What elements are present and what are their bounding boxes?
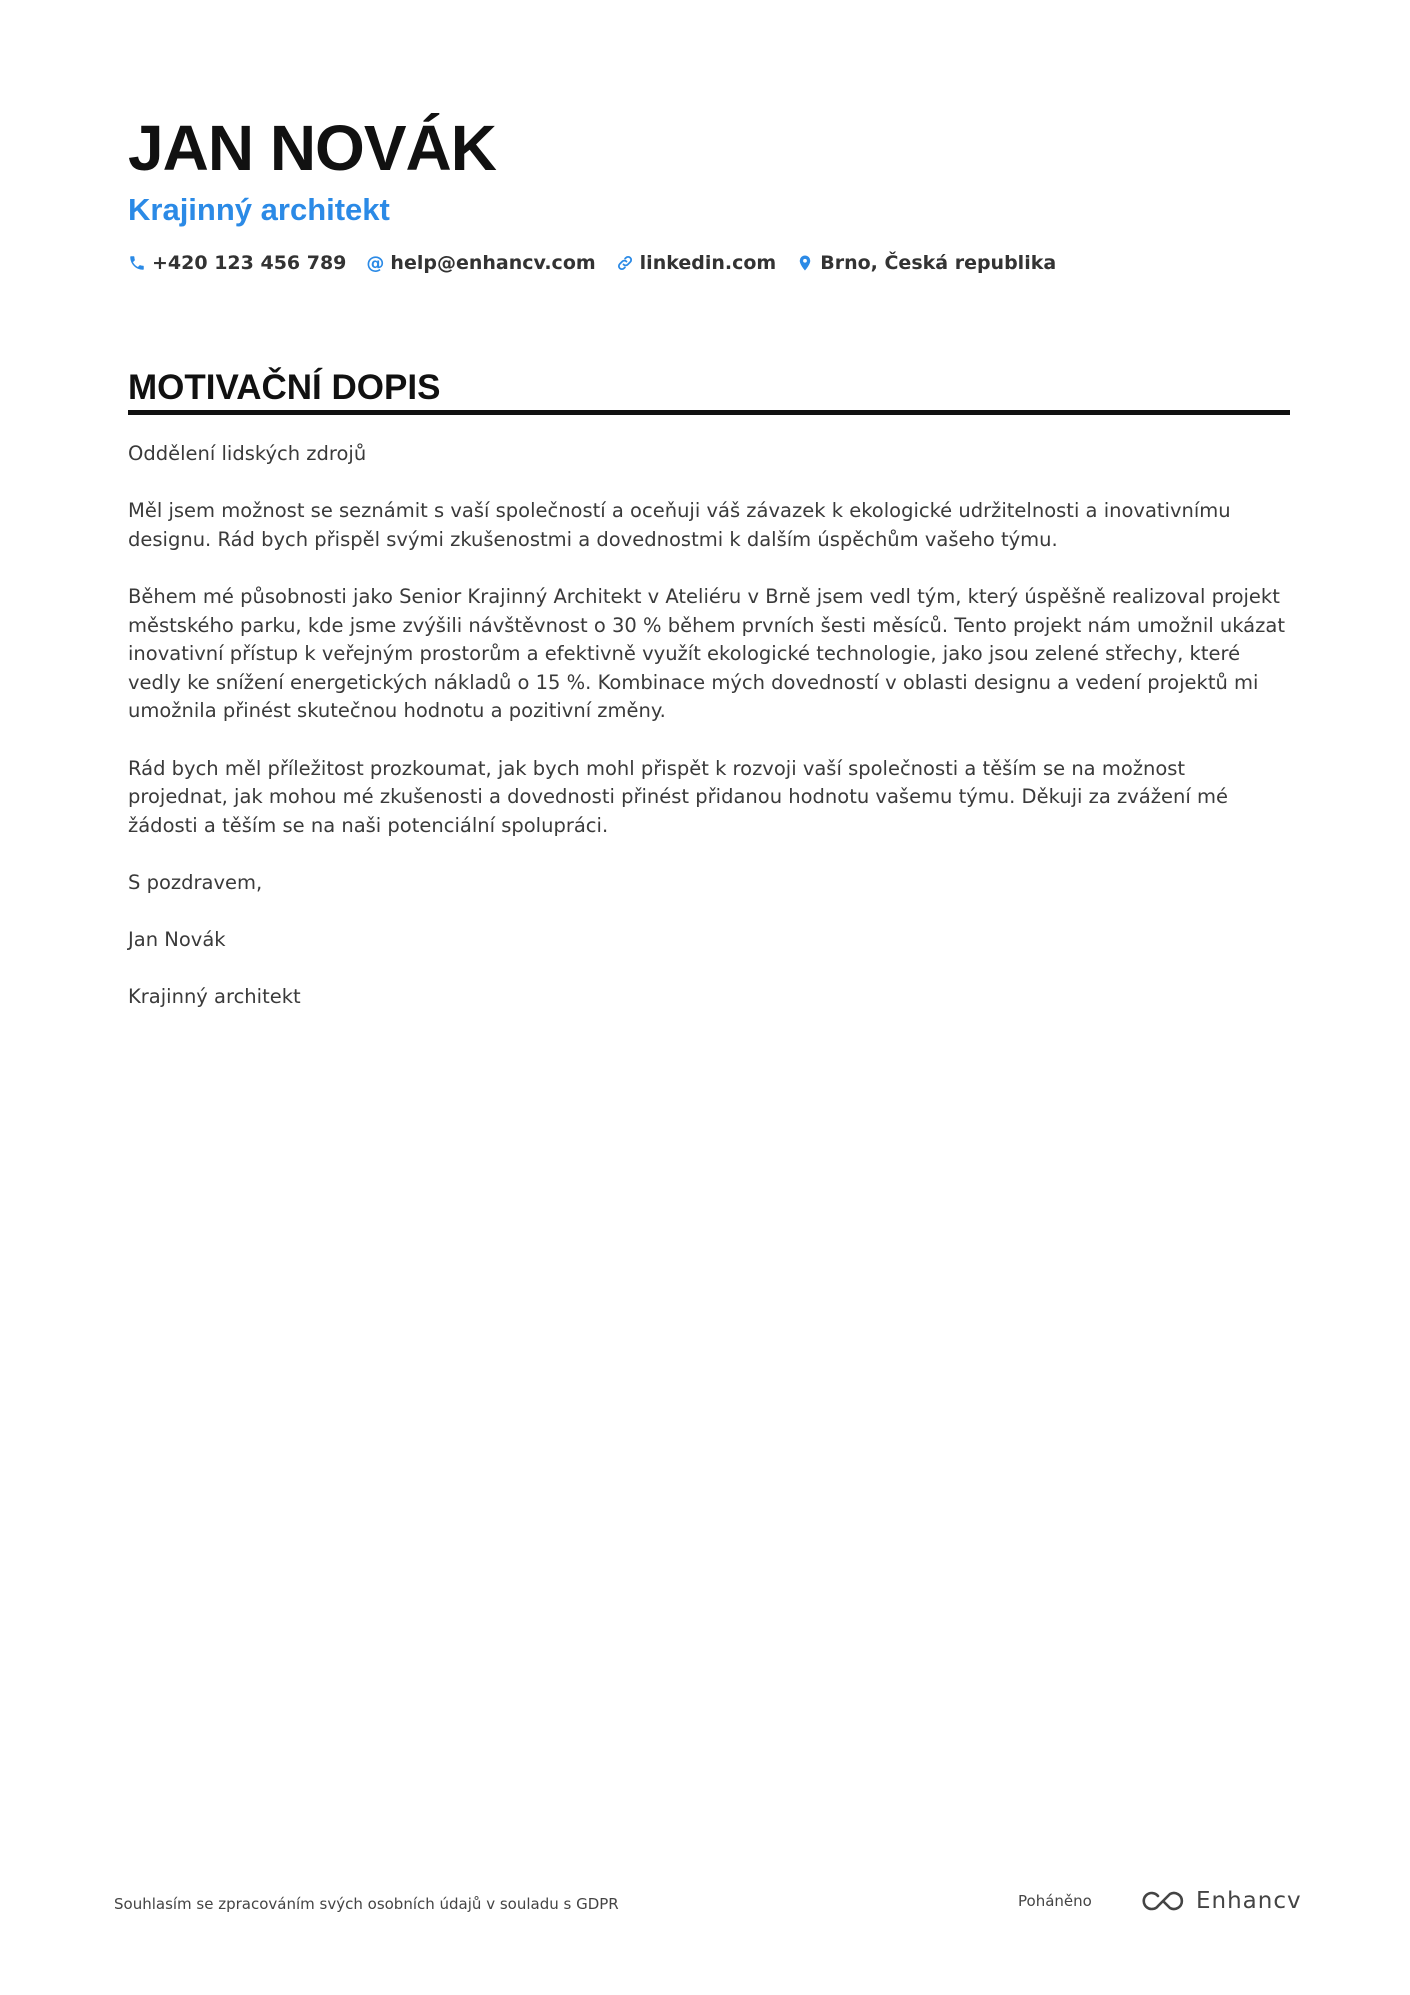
letter-paragraph: Měl jsem možnost se seznámit s vaší společností a oceňuji váš závazek k ekologické udržitelnosti a inovativnímu designu. Rád bych přispěl svými zkušenostmi a dovednostmi k dalším úspěchům vašeho týmu. [128,499,1231,551]
location-text: Brno, Česká republika [820,252,1057,274]
linkedin-url: linkedin.com [639,252,777,274]
gdpr-consent: Souhlasím se zpracováním svých osobních údajů v souladu s GDPR [114,1895,619,1913]
section-title: MOTIVAČNÍ DOPIS [128,368,441,407]
letter-paragraph: Během mé působnosti jako Senior Krajinný Architekt v Ateliéru v Brně jsem vedl tým, který úspěšně realizoval projekt městského parku, kde jsme zvýšili návštěvnost o 30 % během prvních šesti měsíců. Tento projekt nám umožnil ukázat inovativní přístup k veřejným prostorům a efektivně využít ekologické technologie, jako jsou zelené střechy, které vedly ke snížení energetických nákladů o 15 %. Kombinace mých dovedností v oblasti designu a vedení projektů mi umožnila přinést skutečnou hodnotu a pozitivní změny. [128,584,1285,723]
brand-name: Enhancv [1196,1888,1302,1914]
letter-recipient: Oddělení lidských zdrojů [128,442,367,465]
enhancv-brand[interactable] [1138,1888,1302,1914]
letter-paragraph: Rád bych měl příležitost prozkoumat, jak bych mohl přispět k rozvoji vaší společnosti a těším se na možnost projednat, jak mohou mé zkušenosti a dovednosti přinést přidanou hodnotu vašemu týmu. Děkuji za zvážení mé žádosti a těším se na naši potenciální spolupráci. [128,756,1228,837]
at-icon: @ [366,252,385,274]
contact-phone[interactable] [128,252,346,274]
candidate-job-title: Krajinný architekt [128,192,390,227]
email-address: help@enhancv.com [390,252,596,274]
enhancv-logo-icon [1138,1888,1186,1914]
cover-letter-page [128,0,1290,1995]
contact-linkedin[interactable] [616,252,777,274]
location-pin-icon [796,254,814,272]
contact-bar [128,252,1056,274]
signature-name: Jan Novák [128,928,226,952]
letter-closing: S pozdravem, [128,870,263,894]
phone-icon [128,254,146,272]
candidate-name: JAN NOVÁK [128,112,496,184]
letter-body [128,440,1290,1040]
contact-location [796,252,1056,274]
phone-number: +420 123 456 789 [152,252,347,274]
signature-title: Krajinný architekt [128,985,301,1009]
contact-email[interactable] [366,252,595,274]
powered-by-label: Poháněno [1018,1892,1092,1910]
section-divider [128,410,1290,415]
link-icon [616,254,634,272]
